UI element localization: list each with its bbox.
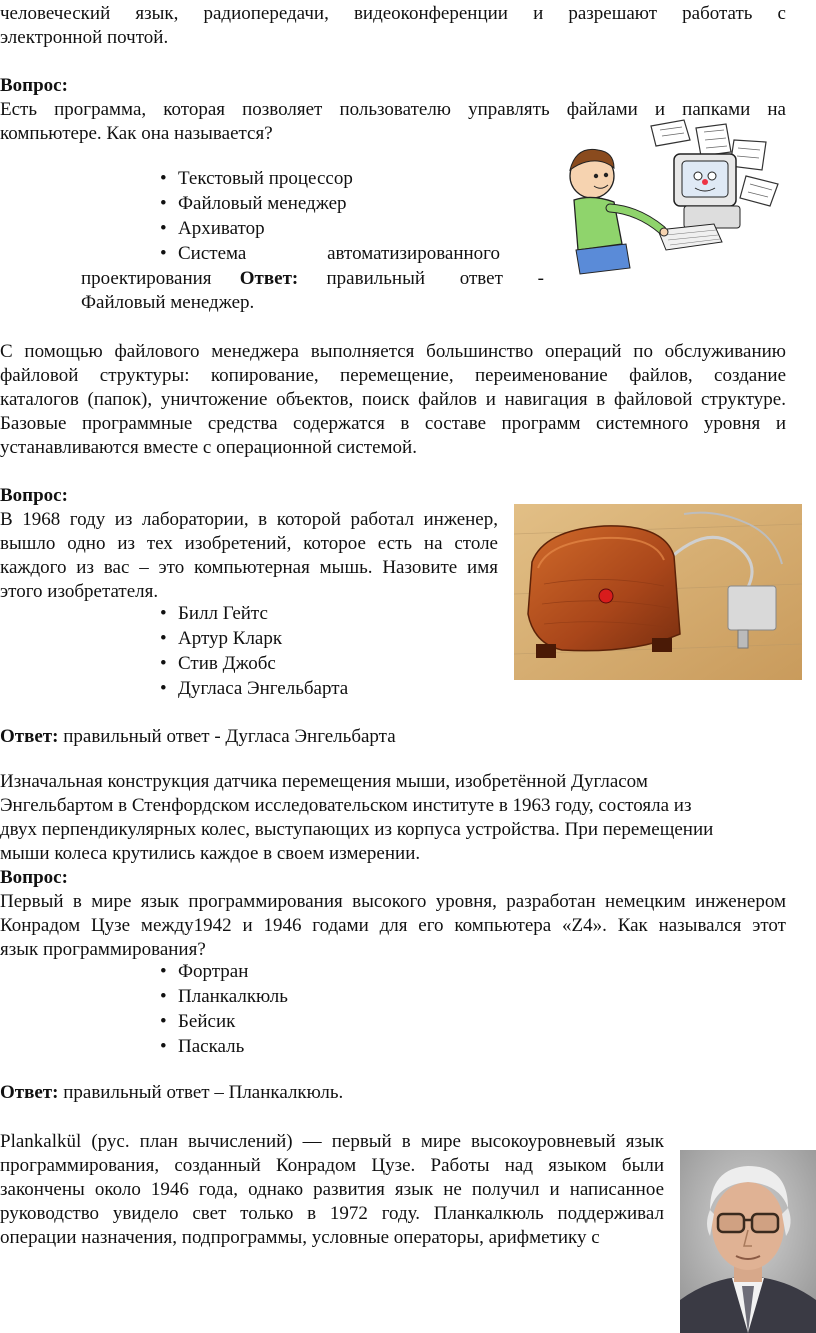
q2-option-1: • Билл Гейтс (158, 602, 488, 627)
q2-answer-label: Ответ: (0, 726, 59, 747)
wooden-mouse-photo (514, 504, 802, 680)
q3-option-4: • Паскаль (158, 1035, 488, 1060)
q2-explanation: Изначальная конструкция датчика перемещения мыши, изобретённой Дугласом Энгельбартом в Стенфордском исследовательском институте в 1963 году, состояла из двух перпендикулярных колес, выступающих из корпуса устройства. При перемещении мыши колеса крутились каждое в своем измерении. (0, 771, 714, 864)
q1-option-2: • Файловый менеджер (158, 192, 544, 217)
q3-answer-label: Ответ: (0, 1082, 59, 1103)
top-line-2: электронной почтой. (0, 27, 169, 48)
top-paragraph (0, 2, 786, 50)
q3-label: Вопрос: (0, 867, 68, 888)
q2-answer (0, 725, 396, 749)
q2-options (158, 602, 488, 702)
q3-answer (0, 1081, 343, 1105)
q1-explanation: С помощью файлового менеджера выполняется большинство операций по обслуживанию файловой структуры: копирование, перемещение, переименование файлов, создание каталогов (папок), уничтожение объектов, поиск файлов и навигация в файловой структуре. Базовые программные средства содержатся в составе программ системного уровня и устанавливаются вместе с операционной системой. (0, 341, 786, 458)
q1-option-4-cont: проектирования (81, 268, 212, 289)
q2-option-2: • Артур Кларк (158, 627, 488, 652)
q2-answer-text: правильный ответ - Дугласа Энгельбарта (58, 726, 396, 747)
q3-option-3: • Бейсик (158, 1010, 488, 1035)
q1-label: Вопрос: (0, 75, 68, 96)
q2-option-3: • Стив Джобс (158, 652, 488, 677)
top-line-1: человеческий язык, радиопередачи, видеоконференции и разрешают работать с (0, 3, 786, 24)
q1-option-3: • Архиватор (158, 217, 544, 242)
computer-cartoon-image (556, 118, 786, 276)
q3-option-2: • Планкалкюль (158, 985, 488, 1010)
q3-explanation: Plankalkül (рус. план вычислений) — первый в мире высокоуровневый язык программирования, созданный Конрадом Цузе. Работы над языком были закончены около 1946 года, однако развития язык не получил и написанное руководство увидело свет только в 1972 году. Планкалкюль поддерживал операции назначения, подпрограммы, условные операторы, арифметику с (0, 1131, 664, 1248)
q2-option-4: • Дугласа Энгельбарта (158, 677, 488, 702)
q1-text: Есть программа, которая позволяет пользователю управлять файлами и папками на компьютере. Как она называется? (0, 99, 786, 144)
q3-answer-text: правильный ответ – Планкалкюль. (58, 1082, 344, 1103)
q1-option-1: • Текстовый процессор (158, 167, 544, 192)
zuse-portrait-photo (680, 1150, 816, 1333)
q1-answer-mid: правильный ответ - (326, 268, 544, 289)
q2-label: Вопрос: (0, 485, 68, 506)
q1-answer-value: Файловый менеджер. (81, 292, 255, 313)
q1-answer (81, 267, 544, 315)
q1-options (158, 167, 544, 267)
q2-text: В 1968 году из лаборатории, в которой работал инженер, вышло одно из тех изобретений, которое есть на столе каждого из вас – это компьютерная мышь. Назовите имя этого изобретателя. (0, 509, 498, 602)
q3-option-1: • Фортран (158, 960, 488, 985)
q1-option-4: • Система автоматизированного (158, 242, 544, 267)
q1-answer-label: Ответ: (239, 268, 299, 289)
q3-text: Первый в мире язык программирования высокого уровня, разработан немецким инженером Конрадом Цузе между1942 и 1946 годами для его компьютера «Z4». Как назывался этот язык программирования? (0, 891, 786, 960)
q3-options (158, 960, 488, 1060)
